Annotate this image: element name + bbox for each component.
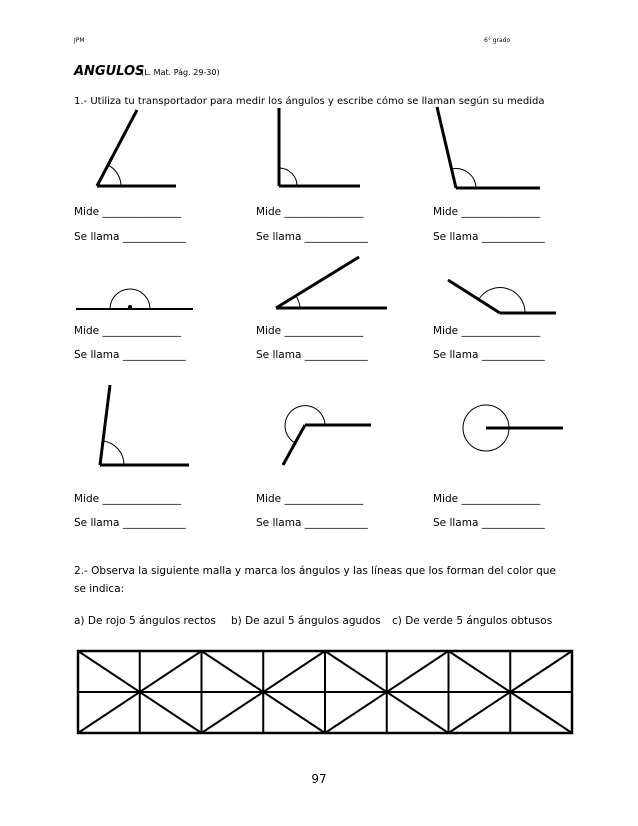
question-2-line2: se indica: bbox=[74, 583, 125, 595]
mide-2: Mide _______________ bbox=[256, 206, 364, 218]
sellama-8: Se llama ____________ bbox=[256, 517, 368, 529]
sellama-1: Se llama ____________ bbox=[74, 231, 186, 243]
mide-9: Mide _______________ bbox=[433, 493, 541, 505]
instruction-b: b) De azul 5 ángulos agudos bbox=[231, 615, 381, 627]
mide-4: Mide _______________ bbox=[74, 325, 182, 337]
sellama-6: Se llama ____________ bbox=[433, 349, 545, 361]
mide-6: Mide _______________ bbox=[433, 325, 541, 337]
sellama-5: Se llama ____________ bbox=[256, 349, 368, 361]
mide-3: Mide _______________ bbox=[433, 206, 541, 218]
instruction-a: a) De rojo 5 ángulos rectos bbox=[74, 615, 216, 627]
mide-7: Mide _______________ bbox=[74, 493, 182, 505]
sellama-7: Se llama ____________ bbox=[74, 517, 186, 529]
header-left: JPM bbox=[74, 37, 85, 44]
sellama-9: Se llama ____________ bbox=[433, 517, 545, 529]
question-1: 1.- Utiliza tu transportador para medir los ángulos y escribe cómo se llaman según su medida bbox=[74, 96, 545, 107]
mide-8: Mide _______________ bbox=[256, 493, 364, 505]
page-title: ANGULOS bbox=[74, 64, 145, 79]
title-reference: (L. Mat. Pág. 29-30) bbox=[141, 68, 220, 77]
sellama-4: Se llama ____________ bbox=[74, 349, 186, 361]
page-number: 97 bbox=[311, 772, 327, 786]
mide-5: Mide _______________ bbox=[256, 325, 364, 337]
sellama-3: Se llama ____________ bbox=[433, 231, 545, 243]
header-right: 6° grado bbox=[484, 37, 511, 44]
question-2-line1: 2.- Observa la siguiente malla y marca los ángulos y las líneas que los forman del color que bbox=[74, 565, 556, 577]
instruction-c: c) De verde 5 ángulos obtusos bbox=[392, 615, 553, 627]
mide-1: Mide _______________ bbox=[74, 206, 182, 218]
sellama-2: Se llama ____________ bbox=[256, 231, 368, 243]
